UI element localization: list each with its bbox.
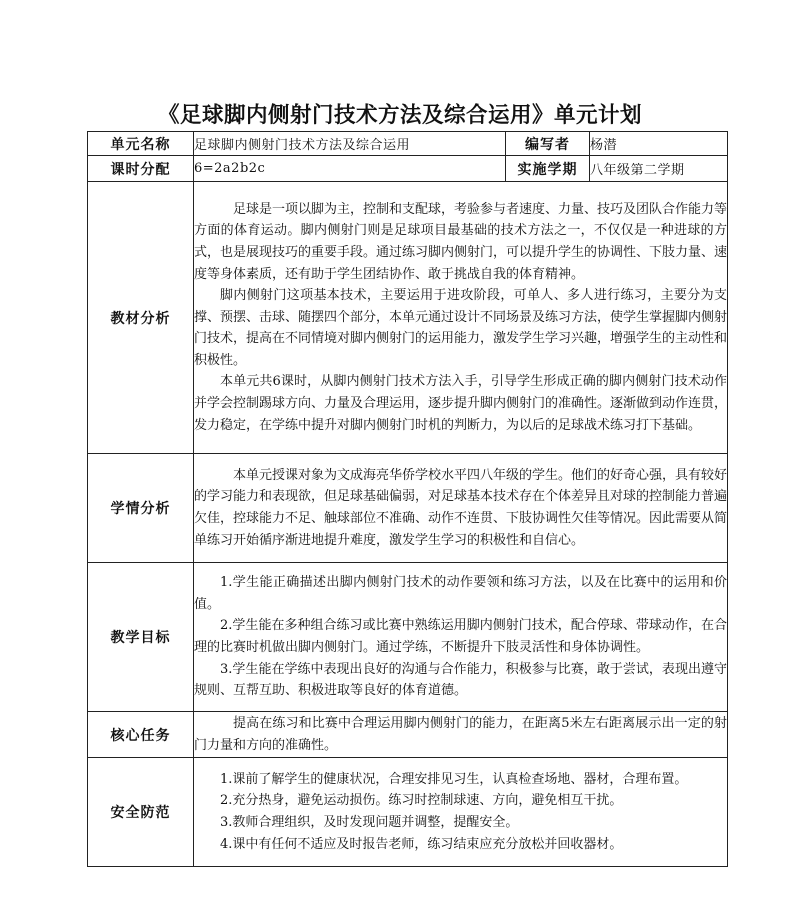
core-task-label: 核心任务: [88, 712, 194, 758]
term-value: 八年级第二学期: [590, 156, 728, 182]
unit-name-value: 足球脚内侧射门技术方法及综合运用: [194, 132, 506, 156]
material-paragraph: 本单元共6课时，从脚内侧射门技术方法入手，引导学生形成正确的脚内侧射门技术动作并学会控制踢球方向、力量及合理运用，逐步提升脚内侧射门的准确性。逐渐做到动作连贯，发力稳定，在学练中提升对脚内侧射门时机的判断力，为以后的足球战术练习打下基础。: [194, 374, 728, 433]
hours-row: [88, 156, 728, 182]
author-value: 杨潜: [590, 132, 728, 156]
goals-row: [88, 563, 728, 712]
material-paragraph: 足球是一项以脚为主，控制和支配球，考验参与者速度、力量、技巧及团队合作能力等方面的体育运动。脚内侧射门则是足球项目最基础的技术方法之一，不仅仅是一种进球的方式，也是展现技巧的重要手段。通过练习脚内侧射门，可以提升学生的协调性、下肢力量、速度等身体素质，还有助于学生团结协作、敢于挑战自我的体育精神。: [194, 201, 728, 282]
hours-value: 6=2a2b2c: [194, 156, 506, 182]
students-label: 学情分析: [88, 454, 194, 563]
goals-label: 教学目标: [88, 563, 194, 712]
term-label: 实施学期: [506, 156, 590, 182]
goal-item: 2.学生能在多种组合练习或比赛中熟练运用脚内侧射门技术，配合停球、带球动作，在合理的比赛时机做出脚内侧射门。通过学练，不断提升下肢灵活性和身体协调性。: [194, 618, 727, 655]
core-task-row: [88, 712, 728, 758]
core-task-paragraph: 提高在练习和比赛中合理运用脚内侧射门的能力，在距离5米左右距离展示出一定的射门力量和方向的准确性。: [194, 715, 727, 753]
goal-item: 1.学生能正确描述出脚内侧射门技术的动作要领和练习方法，以及在比赛中的运用和价值。: [194, 575, 727, 612]
students-row: [88, 454, 728, 563]
safety-content: [194, 758, 728, 867]
students-paragraph: 本单元授课对象为文成海亮华侨学校水平四八年级的学生。他们的好奇心强，具有较好的学习能力和表现欲，但足球基础偏弱，对足球基本技术存在个体差异且对球的控制能力普遍欠佳，控球能力不足、触球部位不准确、动作不连贯、下肢协调性欠佳等情况。因此需要从简单练习开始循序渐进地提升难度，激发学生学习的积极性和自信心。: [194, 467, 728, 548]
material-paragraph: 脚内侧射门这项基本技术，主要运用于进攻阶段，可单人、多人进行练习，主要分为支撑、预摆、击球、随摆四个部分，本单元通过设计不同场景及练习方法，使学生掌握脚内侧射门技术，提高在不同情境对脚内侧射门的运用能力，激发学生学习兴趣，增强学生的主动性和积极性。: [194, 288, 728, 368]
goal-item: 3.学生能在学练中表现出良好的沟通与合作能力，积极参与比赛，敢于尝试，表现出遵守规则、互帮互助、积极进取等良好的体育道德。: [194, 661, 727, 699]
material-content: [194, 182, 728, 454]
unit-name-label: 单元名称: [88, 132, 194, 156]
safety-item: 1.课前了解学生的健康状况，合理安排见习生，认真检查场地、器材，合理布置。: [220, 771, 688, 787]
core-task-content: [194, 712, 728, 758]
material-label: 教材分析: [88, 182, 194, 454]
page-title: 《足球脚内侧射门技术方法及综合运用》单元计划: [157, 103, 642, 128]
material-row: [88, 182, 728, 454]
safety-item: 4.课中有任何不适应及时报告老师，练习结束应充分放松并回收器材。: [220, 836, 623, 852]
safety-item: 2.充分热身，避免运动损伤。练习时控制球速、方向，避免相互干扰。: [220, 793, 623, 809]
goals-content: [194, 563, 728, 712]
unit-plan-table: [87, 131, 728, 867]
author-label: 编写者: [506, 132, 590, 156]
unit-name-row: [88, 132, 728, 156]
safety-item: 3.教师合理组织，及时发现问题并调整，提醒安全。: [220, 815, 519, 830]
students-content: [194, 454, 728, 563]
safety-row: [88, 758, 728, 867]
hours-label: 课时分配: [88, 156, 194, 182]
safety-label: 安全防范: [88, 758, 194, 867]
